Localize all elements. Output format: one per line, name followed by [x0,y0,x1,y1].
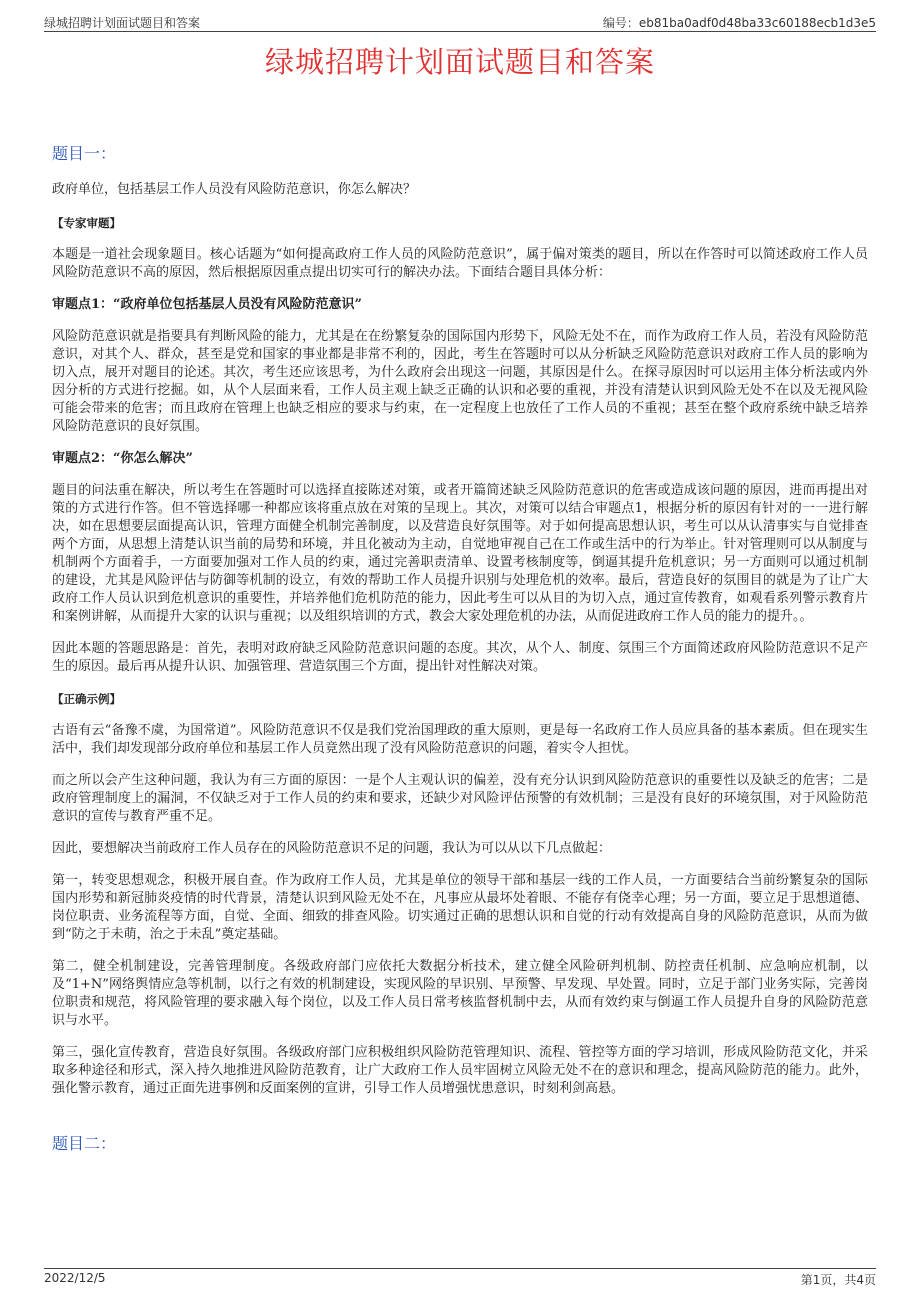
document-body [52,142,868,1170]
document-title: 绿城招聘计划面试题目和答案 [264,45,655,79]
header-serial-number: 编号：eb81ba0adf0d48ba33c60188ecb1d3e5 [602,16,876,30]
example-paragraph-1: 古语有云“备豫不虞，为国常道”。风险防范意识不仅是我们党治国理政的重大原则，更是每一名政府工作人员应具备的基本素质。但在现实生活中，我们却发现部分政府单位和基层工作人员竟然出现了没有风险防范意识的问题，着实令人担忧。 [52,723,868,756]
correct-example-label: 【正确示例】 [52,692,121,706]
example-paragraph-2: 而之所以会产生这种问题，我认为有三方面的原因：一是个人主观认识的偏差，没有充分认识到风险防范意识的重要性以及缺乏的危害；二是政府管理制度上的漏洞，不仅缺乏对于工作人员的约束和要求，还缺少对风险评估预警的有效机制；三是没有良好的环境氛围，对于风险防范意识的宣传与教育严重不足。 [52,773,868,824]
footer-date: 2022/12/5 [44,1271,106,1285]
review-point-2-text: 题目的问法重在解决，所以考生在答题时可以选择直接陈述对策，或者开篇简述缺乏风险防范意识的危害或造成该问题的原因，进而再提出对策的方式进行作答。但不管选择哪一种都应该将重点放在对策的呈现上。其次，对策可以结合审题点1，根据分析的原因有针对的一一进行解决，如在思想要层面提高认识，管理方面健全机制完善制度，以及营造良好氛围等。对于如何提高思想认识，考生可以从认清事实与自觉排查两个方面，从思想上清楚认识当前的局势和环境，并且化被动为主动，自觉地审视自己在工作或生活中的行为举止。针对管理则可以从制度与机制两个方面着手，一方面要加强对工作人员的约束，通过完善职责清单、设置考核制度等，倒逼其提升危机意识；另一方面则可以通过机制的建设，尤其是风险评估与防御等机制的设立，有效的帮助工作人员提升识别与处理危机的效率。最后，营造良好的氛围目的就是为了让广大政府工作人员认识到危机意识的重要性，并培养他们危机防范的能力，因此考生可以从目的为切入点，通过宣传教育，如观看系列警示教育片和案例讲解，从而提升大家的认识与重视；以及组织培训的方式，教会大家处理危机的办法，从而促进政府工作人员的能力的提升。。 [52,483,868,624]
expert-review-label: 【专家审题】 [52,216,121,230]
page-header [44,13,876,32]
page-footer [44,1268,876,1287]
question-1-heading: 题目一： [52,144,117,163]
answer-summary: 因此本题的答题思路是：首先，表明对政府缺乏风险防范意识问题的态度。其次，从个人、制度、氛围三个方面简述政府风险防范意识不足产生的原因。最后再从提升认识、加强管理、营造氛围三个方面，提出针对性解决对策。 [52,641,868,674]
review-point-2-title: 审题点2：“你怎么解决” [52,451,194,466]
example-paragraph-5: 第二，健全机制建设，完善管理制度。各级政府部门应依托大数据分析技术，建立健全风险研判机制、防控责任机制、应急响应机制，以及“1+N”网络舆情应急等机制，以行之有效的机制建设，实现风险的早识别、早预警、早发现、早处置。同时，立足于部门业务实际，完善岗位职责和规范，将风险管理的要求融入每个岗位，以及工作人员日常考核监督机制中去，从而有效约束与倒逼工作人员提升自身的风险防范意识与水平。 [52,959,868,1028]
section-spacer [52,1112,868,1132]
review-point-1-title: 审题点1：“政府单位包括基层人员没有风险防范意识” [52,297,363,312]
analysis-intro: 本题是一道社会现象题目。核心话题为“如何提高政府工作人员的风险防范意识”，属于偏对策类的题目，所以在作答时可以简述政府工作人员风险防范意识不高的原因，然后根据原因重点提出切实可行的解决办法。下面结合题目具体分析： [52,247,868,280]
example-paragraph-4: 第一，转变思想观念，积极开展自查。作为政府工作人员，尤其是单位的领导干部和基层一线的工作人员，一方面要结合当前纷繁复杂的国际国内形势和新冠肺炎疫情的时代背景，清楚认识到风险无处不在，凡事应从最坏处着眼、不能存有侥幸心理；另一方面，要立足于思想道德、岗位职责、业务流程等方面，自觉、全面、细致的排查风险。切实通过正确的思想认识和自觉的行动有效提高自身的风险防范意识，从而为做到“防之于未萌，治之于未乱”奠定基础。 [52,873,868,942]
example-paragraph-3: 因此，要想解决当前政府工作人员存在的风险防范意识不足的问题，我认为可以从以下几点做起： [52,841,612,856]
footer-page-number: 第1页，共4页 [800,1273,876,1287]
header-doc-name: 绿城招聘计划面试题目和答案 [44,16,201,30]
question-1-text: 政府单位，包括基层工作人员没有风险防范意识，你怎么解决？ [52,182,417,197]
review-point-1-text: 风险防范意识就是指要具有判断风险的能力，尤其是在在纷繁复杂的国际国内形势下，风险无处不在，而作为政府工作人员，若没有风险防范意识，对其个人、群众，甚至是党和国家的事业都是非常不利的，因此，考生在答题时可以从分析缺乏风险防范意识对政府工作人员的影响为切入点，展开对题目的论述。其次，考生还应该思考，为什么政府会出现这一问题，其原因是什么。在探寻原因时可以运用主体分析法或内外因分析的方式进行挖掘。如，从个人层面来看，工作人员主观上缺乏正确的认识和必要的重视，并没有清楚认识到风险无处不在以及无视风险可能会带来的危害；而且政府在管理上也缺乏相应的要求与约束，在一定程度上也放任了工作人员的不重视；甚至在整个政府系统中缺乏培养风险防范意识的良好氛围。 [52,329,868,434]
example-paragraph-6: 第三，强化宣传教育，营造良好氛围。各级政府部门应积极组织风险防范管理知识、流程、管控等方面的学习培训，形成风险防范文化，并采取多种途径和形式，深入持久地推进风险防范教育，让广大政府工作人员牢固树立风险无处不在的意识和理念，提高风险防范的能力。此外，强化警示教育，通过正面先进事例和反面案例的宣讲，引导工作人员增强忧患意识，时刻利剑高悬。 [52,1045,868,1096]
question-2-heading: 题目二： [52,1134,117,1153]
